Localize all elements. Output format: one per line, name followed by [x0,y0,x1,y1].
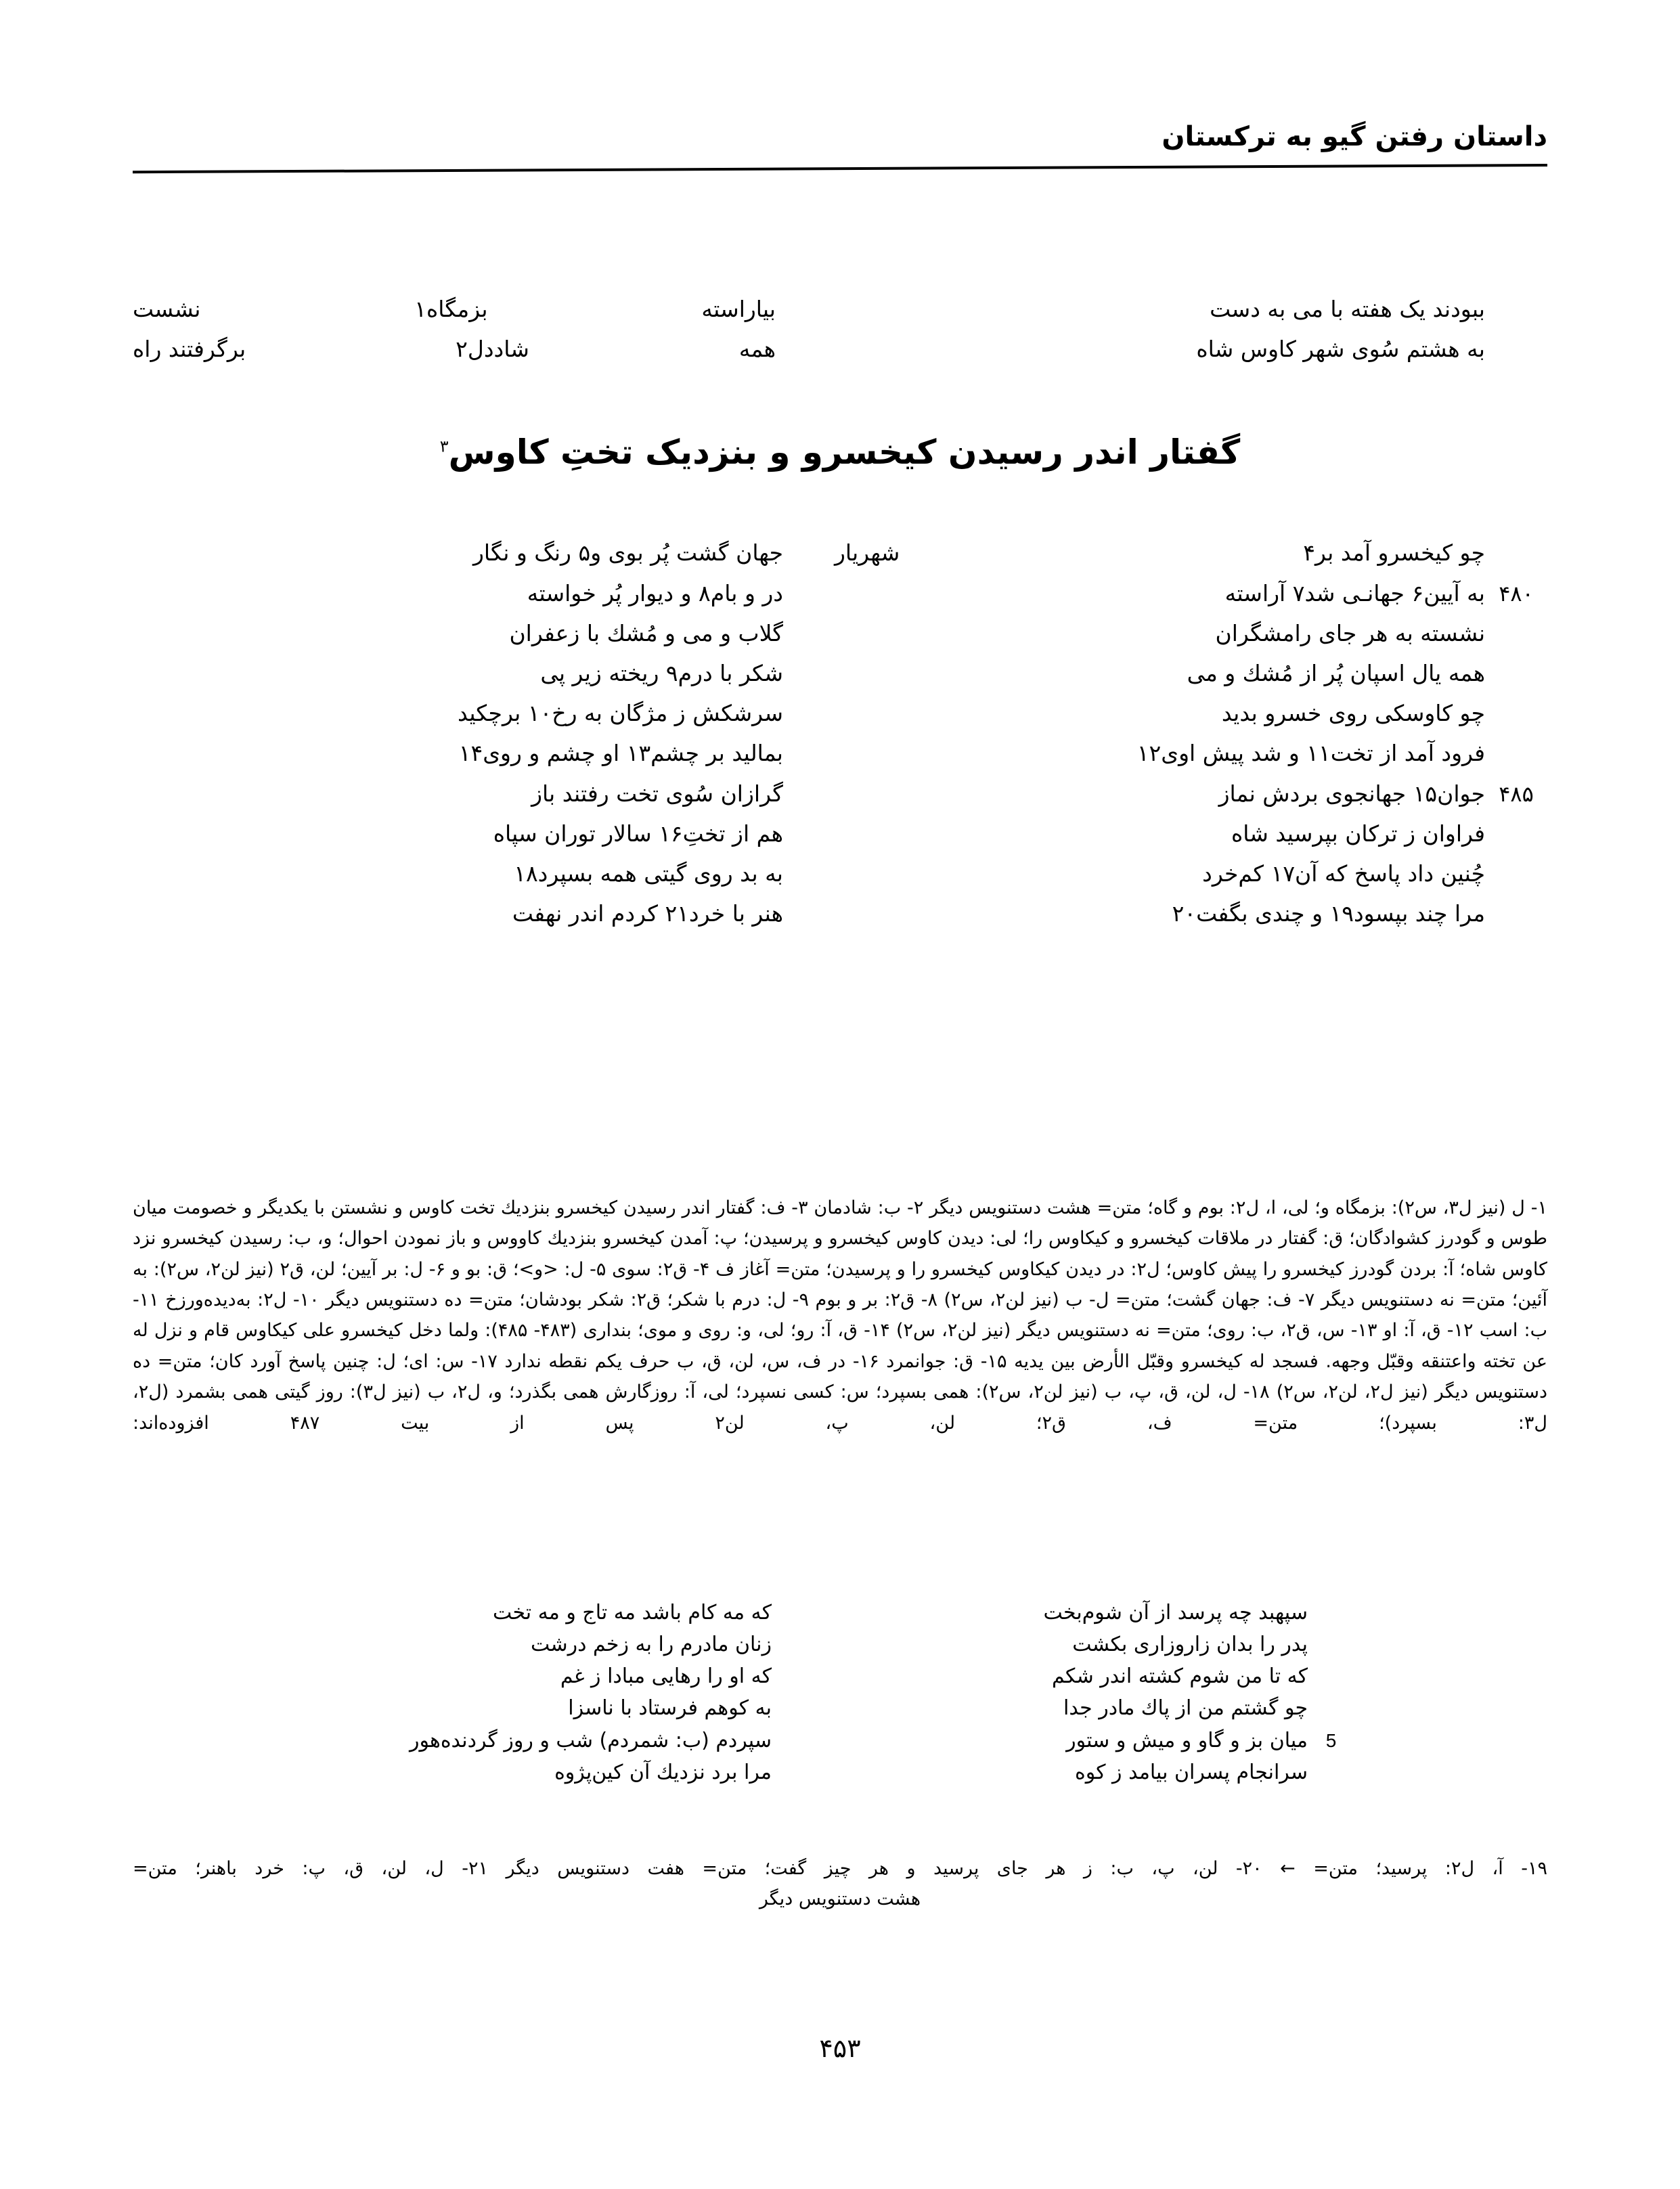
apparatus-paragraph: ۱- ل (نیز ل۳، س۲): بزمگاه و؛ لی، ا، ل۲: بوم و گاه؛ متن= هشت دستنویس دیگر ۲- ب: شادمان ۳- ف: گفتار اندر رسیدن کیخسرو بنزدیك تخت کاوس و نشستن با یکدیگر و خصومت میان طوس و گودرز کشوادگان؛ ق: گفتار در ملاقات کیخسرو و کیکاوس را؛ لی: دیدن کاوس کیخسرو و پرسیدن؛ پ: آمدن کیخسرو بنزدیك کاووس و باز نمودن احوال؛ و، ب: رسیدن کیخسرو نزد کاوس شاه؛ آ: بردن گودرز کیخسرو را پیش کاوس؛ ل۲: در دیدن کیکاوس کیخسرو را و پرسیدن؛ متن= آغاز ف ۴- ق۲: سوی ۵- ل: <و>؛ ق: بو و ۶- ل: بر آیین؛ لن، ق۲ (نیز لن۲، س۲): به آئین؛ متن= نه دستنویس دیگر ۷- ف: جهان گشت؛ متن= ل- ب (نیز لن۲، س۲) ۸- ق۲: بر و بوم ۹- ل: درم با شکر؛ ق۲: شکر بودشان؛ متن= ده دستنویس دیگر ۱۰- ل۲: به‌دیده‌ورزخ ۱۱- ب: اسب ۱۲- ق، آ: او ۱۳- س، ق۲، ب: روی؛ متن= نه دستنویس دیگر (نیز لن۲، س۲) ۱۴- ق، آ: رو؛ لی، و: روی و موی؛ بنداری (۴۸۳- ۴۸۵): ولما دخل کیخسرو علی کیکاوس قام و نزل له عن تخته واعتنقه وقبّل وجهه. فسجد له کیخسرو وقبّل الأرض بین یدیه ۱۵- ق: جوانمرد ۱۶- در ف، س، لن، ق، ب حرف یکم نقطه ندارد ۱۷- س: ای؛ ل: چنین پاسخ آورد کان؛ متن= ده دستنویس دیگر (نیز ل۲، لن۲، س۲) ۱۸- ل، لن، ق، پ، ب (نیز لن۲، س۲): همی بسپرد؛ س: کسی نسپرد؛ لی، آ: روزگارش همی بگذرد؛ و، ل۲، ب (نیز ل۳): روز گیتی همی بشمرد (ل۲، ل۳: بسپرد)؛ متن= ف، ق۲؛ لن، پ، لن۲ پس از بیت ۴۸۷ افزوده‌اند: [133,1197,1548,1434]
hemistich-text: نشسته به هر جای رامشگران [1215,620,1485,646]
main-verse-block [133,541,1547,942]
hemistich-text: سپهبد چه پرسد از آن شوم‌بخت [1043,1601,1308,1624]
hemistich-first [809,702,1485,724]
hemistich-text: ببودند یک هفته با می به دست [1210,296,1485,322]
verse-number [1485,880,1547,881]
verse-couplet [133,822,1547,845]
hemistich-second [133,541,809,564]
apparatus-paragraph: ۱۹- آ، ل۲: پرسید؛ متن= ← ۲۰- لن، پ، ب: ز هر جای پرسید و هر چیز گفت؛ متن= هفت دستنویس دیگر ۲۱- ل، لن، ق، پ: خرد باهنر؛ متن= [133,1858,1547,1879]
hemistich-first [809,822,1485,845]
hemistich-text: زنان مادرم را به زخم درشت [530,1633,772,1656]
verse-number [1485,759,1547,761]
hemistich-text: گرازان سُوی تخت رفتند باز [531,780,783,807]
hemistich-second [291,1603,797,1623]
variant-verse-couplet [291,1635,1355,1655]
section-heading-footnote-marker: ۳ [439,437,449,456]
hemistich-first [797,1666,1308,1687]
hemistich-text: که او را رهایی مبادا ز غم [560,1664,772,1688]
hemistich-second [291,1731,797,1751]
hemistich-first [797,1763,1308,1783]
hemistich-first [809,622,1485,644]
hemistich-text-a: چو کیخسرو آمد بر۴ [1303,539,1485,566]
hemistich-text-c: برگرفتند راه [133,336,246,362]
hemistich-text: فرود آمد از تخت۱۱ و شد پیش اوی۱۲ [1136,740,1485,766]
hemistich-text: که مه کام باشد مه تاج و مه تخت [492,1601,772,1624]
hemistich-second [291,1635,797,1655]
hemistich-text: در و بام۸ و دیوار پُر خواسته [527,580,783,606]
variant-verse-couplet [291,1763,1355,1783]
hemistich-text: به بد روی گیتی همه بسپرد۱۸ [514,860,783,887]
hemistich-text-b: بزمگاه۱ [414,296,488,322]
variant-verse-couplet [291,1698,1355,1719]
apparatus-criticus-upper [133,1193,1547,1438]
hemistich-second [291,1666,797,1687]
hemistich-second [133,822,809,845]
hemistich-first [797,1731,1308,1751]
variant-verse-couplet [291,1730,1355,1751]
verse-number [1485,840,1547,841]
hemistich-text: بمالید بر چشم۱۳ او چشم و روی۱۴ [458,740,783,766]
hemistich-text: فراوان ز ترکان بپرسید شاه [1231,820,1485,847]
hemistich-second [133,622,809,644]
hemistich-first [809,902,1485,925]
hemistich-first [809,582,1485,604]
hemistich-text: چو کاوسکی روی خسرو بدید [1221,700,1485,726]
hemistich-text: میان بز و گاو و میش و ستور [1066,1729,1308,1752]
hemistich-text: به آیین۶ جهانـی شد۷ آراسته [1224,580,1485,606]
hemistich-text: سرشکش ز مژگان به رخ۱۰ برچکید [458,700,783,726]
hemistich-first [809,782,1485,805]
verse-number [1485,559,1547,560]
hemistich-text: به هشتم سُوی شهر کاوس شاه [1196,336,1485,362]
verse-couplet [133,581,1547,604]
hemistich-second [133,862,809,885]
hemistich-text: همه یال اسپان پُر از مُشك و می [1187,660,1485,686]
hemistich-second [133,702,809,724]
verse-number [1485,720,1547,721]
verse-couplet [133,338,1547,360]
verse-number: ۴۸۰ [1499,581,1534,606]
hemistich-text: سرانجام پسران بیامد ز کوه [1075,1761,1308,1784]
inserted-variant-verse-block [291,1603,1355,1794]
hemistich-text-c: نشست [133,296,201,322]
hemistich-text: مرا چند بپسود۱۹ و چندی بگفت۲۰ [1172,900,1485,927]
hemistich-text: شکر با درم۹ ریخته زیر پی [540,660,783,686]
hemistich-text: که تا من شوم کشته اندر شکم [1052,1664,1308,1688]
hemistich-second [133,782,809,805]
verse-couplet [133,742,1547,764]
hemistich-first [797,1603,1308,1623]
verse-couplet [133,702,1547,724]
verse-couplet [133,782,1547,805]
hemistich-first [809,541,1485,564]
apparatus-paragraph-continued: هشت دستنویس دیگر [759,1888,921,1910]
verse-number [1485,920,1547,921]
verse-number [1485,315,1547,317]
hemistich-second [133,582,809,604]
verse-number [1485,680,1547,681]
page-number: ۴۵۳ [819,2033,861,2063]
hemistich-first [801,338,1485,360]
hemistich-text-b: شاددل۲ [456,336,529,362]
variant-verse-couplet [291,1603,1355,1623]
hemistich-second [133,902,809,925]
variant-verse-number [1308,1650,1355,1651]
opening-verse-block [133,298,1547,378]
hemistich-text: جهان گشت پُر بوی و۵ رنگ و نگار [472,539,783,566]
verse-couplet [133,541,1547,564]
hemistich-second [133,742,809,764]
hemistich-text: گلاب و می و مُشك با زعفران [509,620,783,646]
verse-number: ۴۸۵ [1499,781,1534,807]
hemistich-text: به کوهم فرستاد با ناسزا [568,1696,772,1720]
hemistich-second [291,1763,797,1783]
hemistich-text: هنر با خرد۲۱ کردم اندر نهفت [512,900,783,927]
hemistich-second [133,662,809,684]
verse-number [1485,355,1547,357]
variant-verse-number: 5 [1325,1730,1338,1751]
hemistich-first [797,1698,1308,1719]
apparatus-criticus-lower [133,1853,1547,1915]
hemistich-text: سپردم (ب: شمردم) شب و روز گردنده‌هور [410,1729,772,1752]
hemistich-first [797,1635,1308,1655]
section-heading-text: گفتار اندر رسیدن کیخسرو و بنزدیک تختِ کاوس [448,433,1241,472]
variant-verse-number [1308,1777,1355,1779]
hemistich-text-b: شهریار [835,539,900,566]
verse-couplet [133,662,1547,684]
hemistich-text: پدر را بدان زاروزاری بکشت [1072,1633,1308,1656]
verse-number [1485,640,1547,641]
hemistich-text: چو گشتم من از پاك مادر جدا [1063,1696,1308,1720]
running-header-title: داستان رفتن گیو به ترکستان [1162,121,1547,152]
hemistich-text-a: همه [738,336,776,362]
hemistich-text: هم از تختِ۱۶ سالار توران سپاه [493,820,783,847]
hemistich-first [809,742,1485,764]
hemistich-second [291,1698,797,1719]
hemistich-text-a: بیاراسته [701,296,776,322]
variant-verse-couplet [291,1666,1355,1687]
variant-verse-number [1308,1618,1355,1619]
verse-couplet [133,902,1547,925]
section-heading [133,433,1547,472]
hemistich-second [133,298,801,320]
hemistich-second [133,338,801,360]
header-divider-rule [133,164,1547,173]
hemistich-first [801,298,1485,320]
hemistich-text: چُنین داد پاسخ که آن۱۷ کم‌خرد [1202,860,1485,887]
hemistich-text: جوان۱۵ جهانجوی بردش نماز [1218,780,1485,807]
variant-verse-number [1308,1681,1355,1683]
hemistich-first [809,862,1485,885]
hemistich-first [809,662,1485,684]
hemistich-text: مرا برد نزدیك آن کین‌پژوه [554,1761,772,1784]
variant-verse-number [1308,1713,1355,1715]
verse-couplet [133,862,1547,885]
verse-couplet [133,298,1547,320]
verse-couplet [133,622,1547,644]
running-header [133,120,1547,167]
